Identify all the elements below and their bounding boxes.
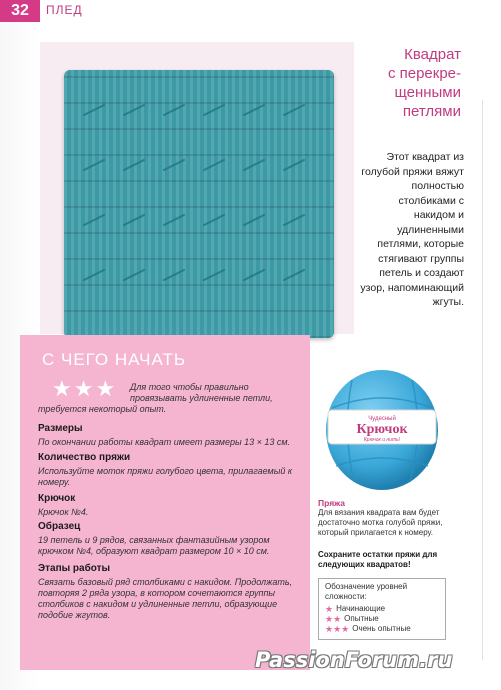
spec-text-hook: Крючок №4. — [38, 507, 89, 517]
lead-text-continued: требуется некоторый опыт. — [38, 404, 167, 414]
spec-label-size: Размеры — [38, 423, 83, 434]
title-line: с перекре- — [387, 65, 461, 82]
section-title: ПЛЕД — [46, 3, 83, 17]
star-icon: ★ — [52, 376, 72, 401]
legend-title: Обозначение уровней сложности: — [325, 582, 408, 601]
page-number: 32 — [0, 0, 40, 22]
intro-text: Этот квадрат из голубой пряжи вяжут полностью столбиками с накидом и удлиненными петлями, которые стягивают группы петель и создают узор, напоминающий жгуты. — [360, 151, 464, 308]
star-icon: ★ — [95, 376, 116, 401]
legend-label: Опытные — [344, 614, 379, 623]
spec-label-steps: Этапы работы — [38, 563, 111, 574]
star-icon: ★ — [73, 376, 94, 401]
legend-item — [325, 614, 439, 624]
star-icon: ★ — [325, 604, 334, 614]
star-icon: ★★ — [325, 614, 342, 624]
start-box-heading: С ЧЕГО НАЧАТЬ — [42, 350, 187, 369]
title-line: петлями — [402, 103, 461, 120]
title-line: щенными — [394, 84, 461, 101]
spec-text-steps: Связать базовый ряд столбиками с накидом. Продолжать, повторяя 2 ряда узора, в котором сочетаются группы столбиков с накидом и удлиненные петли, образующие подобие жгутов. — [38, 577, 293, 620]
yarn-brand: Крючок — [356, 422, 408, 437]
yarn-ball-photo — [312, 358, 452, 498]
spec-text-size: По окончании работы квадрат имеет размеры 13 × 13 см. — [38, 437, 291, 447]
lead-text: Для того чтобы правильно провязывать удлиненные петли, — [130, 382, 273, 403]
spec-label-hook: Крючок — [38, 493, 76, 504]
watermark: PassionForum.ru — [255, 648, 453, 672]
spec-label-yarn-amount: Количество пряжи — [38, 452, 131, 463]
column-divider — [482, 100, 483, 660]
crochet-swatch-photo — [64, 70, 334, 338]
difficulty-legend — [318, 578, 446, 640]
yarn-label: Пряжа — [318, 498, 346, 508]
spec-text-gauge: 19 петель и 9 рядов, связанных фантазийным узором крючком №4, образуют квадрат размером 10 × 10 см. — [38, 535, 270, 556]
title-line: Квадрат — [404, 46, 461, 63]
swatch-stitch-pattern — [64, 70, 334, 338]
yarn-brand-small: Чудесный — [368, 416, 396, 422]
star-icon: ★★★ — [325, 624, 350, 634]
legend-item — [325, 624, 439, 634]
yarn-text: Для вязания квадрата вам будет достаточно мотка голубой пряжи, который прилагается к номеру. — [318, 508, 443, 537]
legend-item — [325, 604, 439, 614]
spec-label-gauge: Образец — [38, 521, 81, 532]
yarn-tagline: Крючок и нить! — [363, 437, 401, 443]
difficulty-stars — [52, 378, 115, 400]
legend-label: Очень опытные — [352, 624, 411, 633]
yarn-keep-note: Сохраните остатки пряжи для следующих квадратов! — [318, 550, 438, 569]
legend-label: Начинающие — [336, 604, 386, 613]
article-title — [355, 45, 461, 121]
spec-text-yarn-amount: Используйте моток пряжи голубого цвета, прилагаемый к номеру. — [38, 466, 293, 487]
